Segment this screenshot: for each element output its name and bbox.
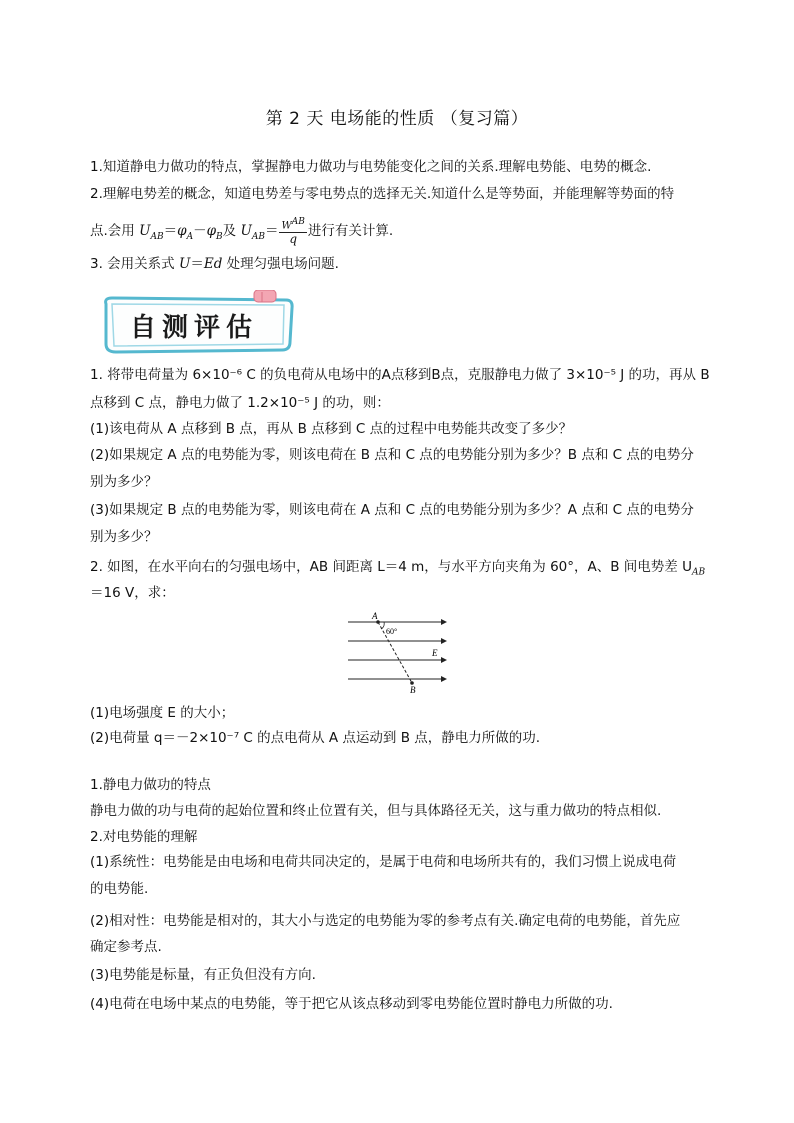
notes-para-3a: (2)相对性：电势能是相对的，其大小与选定的电势能为零的参考点有关.确定电荷的电势能，首先应 (90, 913, 681, 929)
notes-para-2b: 的电势能. (90, 881, 149, 897)
notes-para-4: (3)电势能是标量，有正负但没有方向. (90, 967, 316, 983)
self-test-banner (100, 290, 296, 356)
notes-heading-1: 1.静电力做功的特点 (90, 777, 211, 793)
work-over-charge-fraction: $\frac{W^{AB}}{q}$ (281, 217, 305, 247)
notes-para-5: (4)电荷在电场中某点的电势能，等于把它从该点移动到零电势能位置时静电力所做的功. (90, 996, 613, 1012)
q1-part-2-cont: 别为多少？ (90, 474, 158, 490)
banner-text: 自测评估 (130, 313, 259, 343)
point-a-label: A (372, 611, 378, 621)
point-b-label: B (410, 685, 416, 695)
objective-2: 2.理解电势差的概念，知道电势差与零电势点的选择无关.知道什么是等势面，并能理解等势面的特 (90, 186, 675, 202)
q1-part-2: (2)如果规定 A 点的电势能为零，则该电荷在 B 点和 C 点的电势能分别为多少？B 点和 C 点的电势分 (90, 447, 694, 463)
objective-2-formula: 点.会用 $U_{AB}=\varphi_A-\varphi_B$及 $U_{AB}=$ $\frac{W^{AB}}{q}$ 进行有关计算. (90, 217, 394, 247)
q1-part-3: (3)如果规定 B 点的电势能为零，则该电荷在 A 点和 C 点的电势能分别为多少？A 点和 C 点的电势分 (90, 502, 694, 518)
field-lines-figure (340, 608, 460, 698)
q2-part-2: (2)电荷量 q＝－2×10⁻⁷ C 的点电荷从 A 点运动到 B 点，静电力所做的功. (90, 730, 541, 746)
q1-line-2: 点移到 C 点，静电力做了 1.2×10⁻⁵ J 的功，则： (90, 395, 390, 411)
page-title: 第 2 天 电场能的性质 （复习篇） (265, 109, 529, 129)
angle-label: 60° (386, 627, 398, 636)
q2-part-1: (1)电场强度 E 的大小； (90, 705, 235, 721)
objective-3: 3. 会用关系式 U＝Ed 处理匀强电场问题. (90, 256, 339, 272)
q2-line-2: ＝16 V，求： (90, 585, 175, 601)
q1-line-1: 1. 将带电荷量为 6×10⁻⁶ C 的负电荷从电场中的A点移到B点，克服静电力做了 3×10⁻⁵ J 的功，再从 B (90, 367, 710, 383)
notes-para-1: 静电力做的功与电荷的起始位置和终止位置有关，但与具体路径无关，这与重力做功的特点相似. (90, 803, 662, 819)
q1-part-3-cont: 别为多少？ (90, 529, 158, 545)
notes-para-2a: (1)系统性：电势能是由电场和电荷共同决定的，是属于电荷和电场所共有的，我们习惯上说成电荷 (90, 854, 677, 870)
field-e-label: E (432, 648, 438, 658)
objective-1: 1.知道静电力做功的特点，掌握静电力做功与电势能变化之间的关系.理解电势能、电势的概念. (90, 159, 652, 175)
notes-para-3b: 确定参考点. (90, 939, 162, 955)
q1-part-1: (1)该电荷从 A 点移到 B 点，再从 B 点移到 C 点的过程中电势能共改变了多少？ (90, 421, 573, 437)
field-diagram (340, 608, 460, 698)
q2-line-1: 2. 如图，在水平向右的匀强电场中，AB 间距离 L＝4 m，与水平方向夹角为 60°，A、B 间电势差 $U_{AB}$ (90, 559, 706, 578)
notes-heading-2: 2.对电势能的理解 (90, 829, 198, 845)
